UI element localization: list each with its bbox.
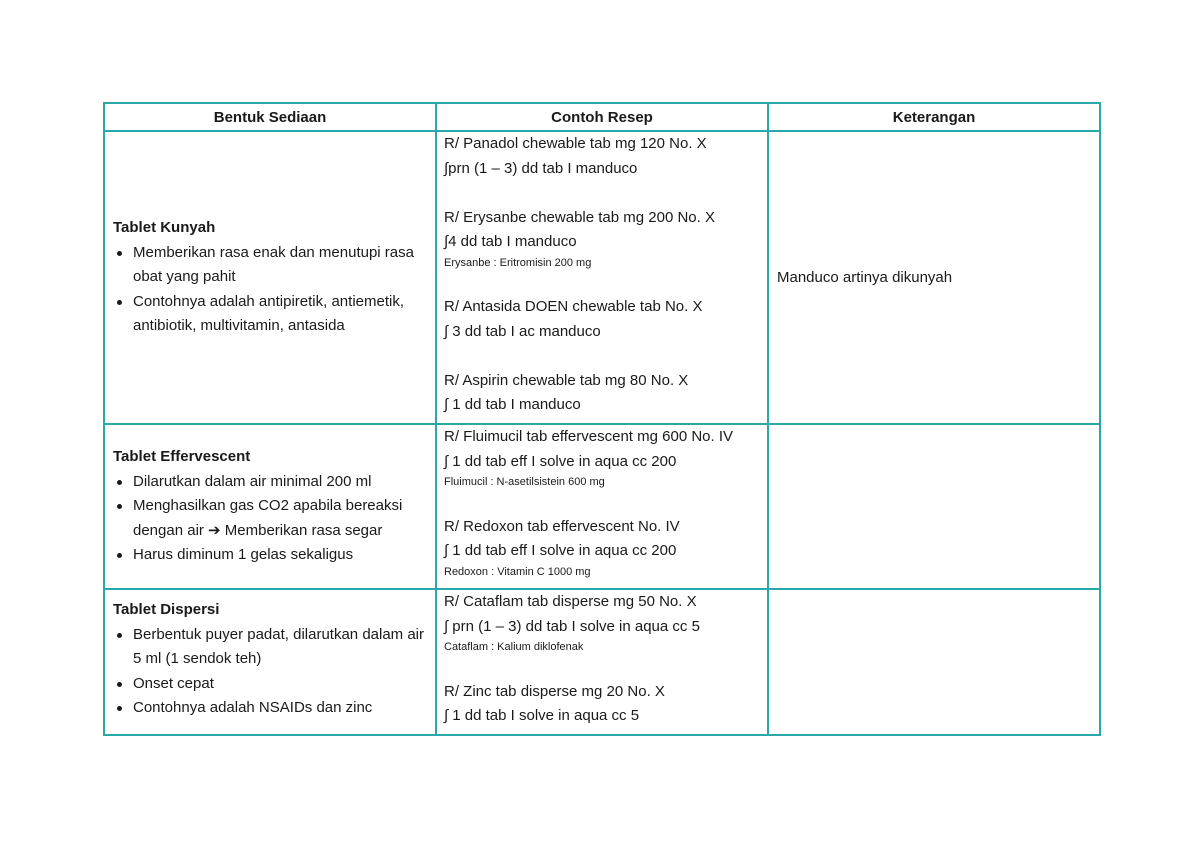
table-row	[104, 131, 1100, 424]
signa-line: ∫ 1 dd tab I solve in aqua cc 5	[444, 707, 640, 724]
keterangan-cell	[768, 424, 1100, 589]
table-row	[104, 424, 1100, 589]
signa-line: ∫prn (1 – 3) dd tab I manduco	[444, 159, 638, 177]
keterangan-cell	[768, 589, 1100, 735]
recipe-line: R/ Redoxon tab effervescent No. IV	[444, 517, 680, 535]
dosage-form-title: Tablet Effervescent	[113, 448, 251, 466]
bullet-item: Onset cepat	[113, 672, 427, 697]
bullet-item: Memberikan rasa enak dan menutupi rasa obat yang pahit	[113, 241, 427, 290]
recipe-note: Cataflam : Kalium diklofenak	[444, 641, 584, 653]
dosage-form-title: Tablet Dispersi	[113, 601, 220, 618]
signa-line: ∫ 1 dd tab eff I solve in aqua cc 200	[444, 452, 677, 470]
recipe-cell	[436, 131, 768, 424]
recipe-cell	[436, 424, 768, 589]
bullet-item: Contohnya adalah antipiretik, antiemetik, antibiotik, multivitamin, antasida	[113, 290, 427, 339]
signa-line: ∫4 dd tab I manduco	[444, 233, 577, 250]
bullet-item: Dilarutkan dalam air minimal 200 ml	[113, 470, 427, 495]
recipe-cell	[436, 589, 768, 735]
recipe-note: Erysanbe : Eritromisin 200 mg	[444, 256, 592, 269]
recipe-line: R/ Antasida DOEN chewable tab No. X	[444, 298, 703, 315]
signa-line: ∫ 1 dd tab I manduco	[444, 396, 581, 413]
signa-line: ∫ prn (1 – 3) dd tab I solve in aqua cc 5	[444, 617, 700, 635]
recipe-line: R/ Cataflam tab disperse mg 50 No. X	[444, 593, 697, 610]
dosage-form-bullets	[113, 623, 427, 721]
recipe-line: R/ Panadol chewable tab mg 120 No. X	[444, 135, 707, 152]
recipe-line: R/ Fluimucil tab effervescent mg 600 No. IV	[444, 428, 734, 445]
dosage-form-cell	[104, 589, 436, 735]
bullet-item: Menghasilkan gas CO2 apabila bereaksi dengan air ➔ Memberikan rasa segar	[113, 494, 427, 543]
signa-line: ∫ 1 dd tab eff I solve in aqua cc 200	[444, 542, 677, 559]
header-contoh-resep: Contoh Resep	[436, 103, 768, 131]
header-keterangan: Keterangan	[768, 103, 1100, 131]
dosage-form-bullets	[113, 470, 427, 568]
recipe-line: R/ Aspirin chewable tab mg 80 No. X	[444, 371, 689, 389]
recipe-note: Redoxon : Vitamin C 1000 mg	[444, 565, 591, 578]
table-header-row	[104, 103, 1100, 131]
prescription-table	[103, 102, 1101, 736]
bullet-item: Contohnya adalah NSAIDs dan zinc	[113, 696, 427, 721]
recipe-line: R/ Erysanbe chewable tab mg 200 No. X	[444, 208, 715, 226]
table-row	[104, 589, 1100, 735]
dosage-form-bullets	[113, 241, 427, 339]
bullet-item: Berbentuk puyer padat, dilarutkan dalam air 5 ml (1 sendok teh)	[113, 623, 427, 672]
dosage-form-cell	[104, 424, 436, 589]
recipe-line: R/ Zinc tab disperse mg 20 No. X	[444, 682, 665, 700]
recipe-note: Fluimucil : N-asetilsistein 600 mg	[444, 476, 605, 488]
signa-line: ∫ 3 dd tab I ac manduco	[444, 322, 601, 340]
header-bentuk-sediaan: Bentuk Sediaan	[104, 103, 436, 131]
bullet-item: Harus diminum 1 gelas sekaligus	[113, 543, 427, 568]
dosage-form-title: Tablet Kunyah	[113, 219, 216, 237]
keterangan-cell: Manduco artinya dikunyah	[768, 131, 1100, 424]
dosage-form-cell	[104, 131, 436, 424]
